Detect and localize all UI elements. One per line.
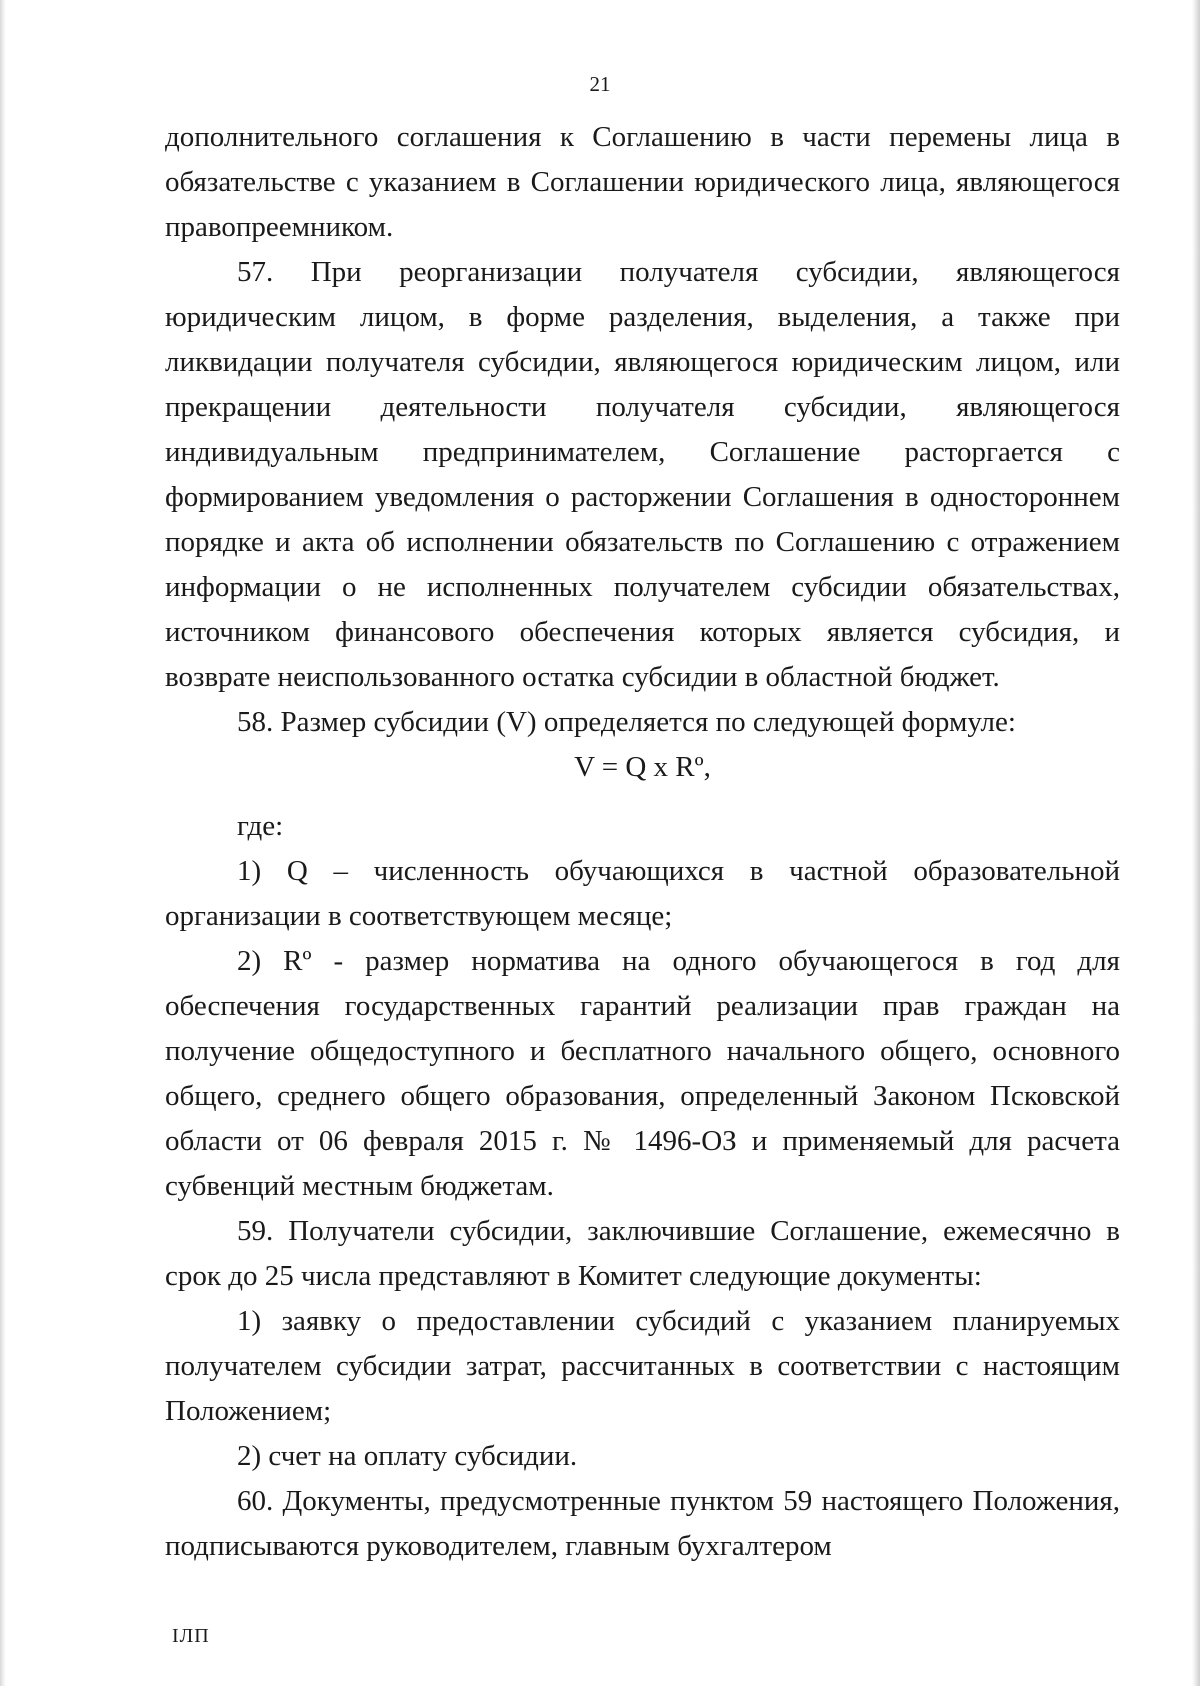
paragraph-59-item-2: 2) счет на оплату субсидии.: [237, 1440, 578, 1472]
paragraph-60: 60. Документы, предусмотренные пунктом 59 настоящего Положения, подписываются руководителем, главным бухгалтером: [165, 1485, 1120, 1562]
document-body: [165, 115, 1120, 1569]
paragraph-57: 57. При реорганизации получателя субсидии, являющегося юридическим лицом, в форме разделения, выделения, а также при ликвидации получателя субсидии, являющегося юридическим лицом, или прекращении деятельности получателя субсидии, являющегося индивидуальным предпринимателем, Соглашение расторгается с формированием уведомления о расторжении Соглашения в одностороннем порядке и акта об исполнении обязательств по Соглашению с отражением информации о не исполненных получателем субсидии обязательствах, источником финансового обеспечения которых является субсидия, и возврате неиспользованного остатка субсидии в областной бюджет.: [165, 256, 1120, 693]
paragraph-where: где:: [237, 810, 284, 842]
subsidy-formula: V = Q x Rº,: [574, 751, 711, 783]
paragraph-58: 58. Размер субсидии (V) определяется по следующей формуле:: [237, 706, 1016, 738]
page-number: 21: [589, 72, 611, 96]
scan-edge-left: [0, 0, 6, 1686]
paragraph-continuation: дополнительного соглашения к Соглашению в части перемены лица в обязательстве с указанием в Соглашении юридического лица, являющегося правопреемником.: [165, 121, 1120, 243]
paragraph-58-item-1: 1) Q – численность обучающихся в частной образовательной организации в соответствующем месяце;: [165, 855, 1120, 932]
paragraph-58-item-2: 2) Rº - размер норматива на одного обучающегося в год для обеспечения государственных гарантий реализации прав граждан на получение общедоступного и бесплатного начального общего, основного общего, среднего общего образования, определенный Законом Псковской области от 06 февраля 2015 г. № 1496-ОЗ и применяемый для расчета субвенций местным бюджетам.: [165, 945, 1120, 1202]
paragraph-59-item-1: 1) заявку о предоставлении субсидий с указанием планируемых получателем субсидии затрат, рассчитанных в соответствии с настоящим Положением;: [165, 1305, 1120, 1427]
paragraph-59: 59. Получатели субсидии, заключившие Соглашение, ежемесячно в срок до 25 числа представляют в Комитет следующие документы:: [165, 1215, 1120, 1292]
footer-code: ІЛП: [172, 1625, 210, 1647]
scan-edge-right: [1192, 0, 1200, 1686]
